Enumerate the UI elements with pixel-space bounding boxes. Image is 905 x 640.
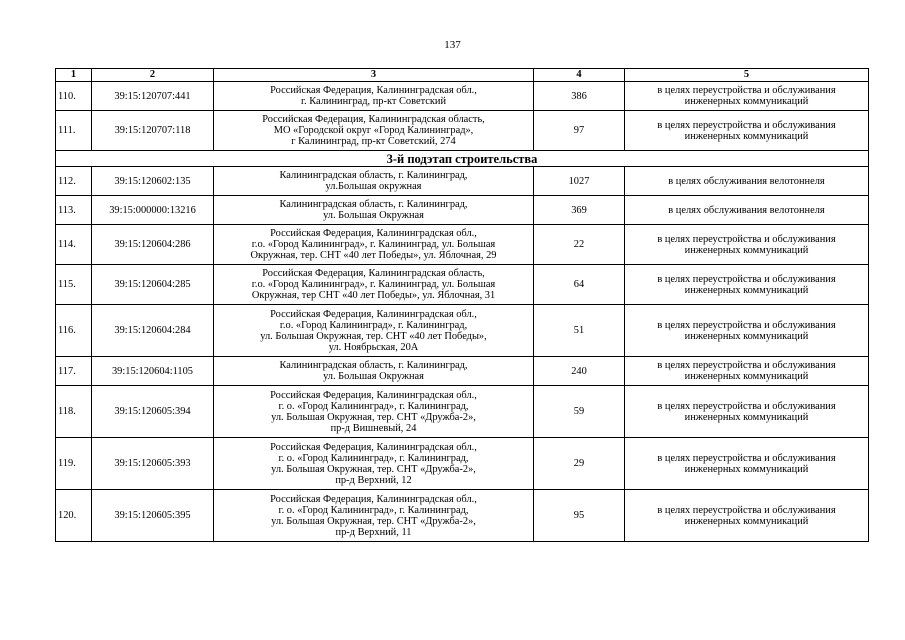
cadastral-number: 39:15:120605:395 <box>92 490 214 542</box>
address-line: г. о. «Город Калининград», г. Калининград, <box>278 400 469 412</box>
plot-address <box>214 82 534 111</box>
cadastral-number: 39:15:120605:393 <box>92 438 214 490</box>
address-line: ул. Большая Окружная <box>323 371 424 382</box>
header-col-5: 5 <box>625 69 869 82</box>
section-heading: 3-й подэтап строительства <box>56 151 869 167</box>
row-number: 111. <box>56 111 92 151</box>
purpose-line: в целях переустройства и обслуживания <box>657 319 836 331</box>
plot-purpose <box>625 265 869 305</box>
plot-purpose <box>625 357 869 386</box>
row-number: 110. <box>56 82 92 111</box>
address-line: ул. Большая Окружная, тер. СНТ «40 лет Победы», <box>260 330 487 342</box>
plot-address <box>214 167 534 196</box>
purpose-line: инженерных коммуникаций <box>684 371 809 382</box>
plot-area: 95 <box>534 490 625 542</box>
row-number: 117. <box>56 357 92 386</box>
purpose-line: инженерных коммуникаций <box>684 330 809 342</box>
address-line: г. Калининград, пр-кт Советский <box>300 96 447 107</box>
cadastral-number: 39:15:120604:285 <box>92 265 214 305</box>
plot-address <box>214 438 534 490</box>
purpose-line: инженерных коммуникаций <box>684 96 809 107</box>
plot-area: 64 <box>534 265 625 305</box>
address-line: Калининградская область, г. Калининград, <box>279 199 468 210</box>
plot-purpose <box>625 225 869 265</box>
address-line: Российская Федерация, Калининградская обл., <box>270 228 477 239</box>
plot-address <box>214 265 534 305</box>
purpose-line: в целях обслуживания велотоннеля <box>668 175 825 187</box>
plot-area: 386 <box>534 82 625 111</box>
purpose-line: инженерных коммуникаций <box>684 411 809 423</box>
plot-purpose <box>625 438 869 490</box>
row-number: 113. <box>56 196 92 225</box>
address-line: г. о. «Город Калининград», г. Калининград, <box>278 504 469 516</box>
address-line: Калининградская область, г. Калининград, <box>279 170 468 181</box>
plot-area: 1027 <box>534 167 625 196</box>
cadastral-number: 39:15:120602:135 <box>92 167 214 196</box>
purpose-line: в целях переустройства и обслуживания <box>657 504 836 516</box>
plot-address <box>214 225 534 265</box>
address-line: ул. Большая Окружная <box>323 210 424 221</box>
table-row <box>56 386 869 438</box>
purpose-line: в целях переустройства и обслуживания <box>657 119 836 131</box>
purpose-line: инженерных коммуникаций <box>684 463 809 475</box>
section-heading-row <box>56 151 869 167</box>
cadastral-number: 39:15:120707:441 <box>92 82 214 111</box>
address-line: Российская Федерация, Калининградская обл., <box>270 85 477 96</box>
address-line: г.о. «Город Калининград», г. Калининград, <box>279 319 468 331</box>
purpose-line: инженерных коммуникаций <box>684 244 809 256</box>
table-row <box>56 196 869 225</box>
cadastral-number: 39:15:120604:284 <box>92 305 214 357</box>
table-row <box>56 111 869 151</box>
address-line: МО «Городской округ «Город Калининград», <box>273 125 474 136</box>
address-line: ул. Большая Окружная, тер. СНТ «Дружба-2», <box>271 463 476 475</box>
address-line: Окружная, тер. СНТ «40 лет Победы», ул. Яблочная, 29 <box>250 250 497 261</box>
plot-purpose <box>625 82 869 111</box>
table-row <box>56 357 869 386</box>
plot-purpose <box>625 111 869 151</box>
cadastral-number: 39:15:120707:118 <box>92 111 214 151</box>
row-number: 118. <box>56 386 92 438</box>
table-row <box>56 438 869 490</box>
row-number: 115. <box>56 265 92 305</box>
address-line: ул. Большая Окружная, тер. СНТ «Дружба-2», <box>271 411 476 423</box>
purpose-line: инженерных коммуникаций <box>684 130 809 142</box>
table-row <box>56 305 869 357</box>
address-line: Российская Федерация, Калининградская обл., <box>270 389 477 401</box>
row-number: 119. <box>56 438 92 490</box>
purpose-line: инженерных коммуникаций <box>684 515 809 527</box>
address-line: г.о. «Город Калининград», г. Калининград, ул. Большая <box>251 239 496 250</box>
table-row <box>56 167 869 196</box>
plot-purpose <box>625 386 869 438</box>
plot-address <box>214 490 534 542</box>
header-col-2: 2 <box>92 69 214 82</box>
header-row <box>56 69 869 82</box>
cadastral-number: 39:15:120605:394 <box>92 386 214 438</box>
row-number: 114. <box>56 225 92 265</box>
plot-purpose <box>625 305 869 357</box>
row-number: 120. <box>56 490 92 542</box>
purpose-line: в целях переустройства и обслуживания <box>657 360 836 371</box>
plot-purpose <box>625 490 869 542</box>
plot-area: 369 <box>534 196 625 225</box>
plot-purpose <box>625 167 869 196</box>
plot-purpose <box>625 196 869 225</box>
plot-area: 51 <box>534 305 625 357</box>
address-line: ул. Ноябрьская, 20А <box>328 341 419 353</box>
address-line: Российская Федерация, Калининградская область, <box>262 114 485 125</box>
plot-address <box>214 357 534 386</box>
cadastral-number: 39:15:000000:13216 <box>92 196 214 225</box>
purpose-line: в целях обслуживания велотоннеля <box>668 204 825 216</box>
header-col-4: 4 <box>534 69 625 82</box>
address-line: Окружная, тер СНТ «40 лет Победы», ул. Яблочная, 31 <box>251 290 496 301</box>
plot-area: 59 <box>534 386 625 438</box>
header-col-3: 3 <box>214 69 534 82</box>
row-number: 116. <box>56 305 92 357</box>
table-row <box>56 490 869 542</box>
plot-address <box>214 196 534 225</box>
purpose-line: в целях переустройства и обслуживания <box>657 400 836 412</box>
purpose-line: в целях переустройства и обслуживания <box>657 85 836 96</box>
address-line: Российская Федерация, Калининградская область, <box>262 268 485 279</box>
address-line: Российская Федерация, Калининградская обл., <box>270 493 477 505</box>
cadastral-number: 39:15:120604:1105 <box>92 357 214 386</box>
page-number: 137 <box>444 39 461 51</box>
address-line: Российская Федерация, Калининградская обл., <box>270 441 477 453</box>
plot-address <box>214 111 534 151</box>
address-line: г. о. «Город Калининград», г. Калининград, <box>278 452 469 464</box>
plot-area: 29 <box>534 438 625 490</box>
address-line: г.о. «Город Калининград», г. Калининград, ул. Большая <box>251 279 496 290</box>
cadastral-number: 39:15:120604:286 <box>92 225 214 265</box>
address-line: г Калининград, пр-кт Советский, 274 <box>291 136 456 147</box>
header-col-1: 1 <box>56 69 92 82</box>
address-line: ул.Большая окружная <box>325 181 422 192</box>
land-plots-table <box>55 68 869 542</box>
address-line: пр-д Верхний, 11 <box>335 526 412 538</box>
purpose-line: инженерных коммуникаций <box>684 284 809 296</box>
table-body <box>56 82 869 542</box>
purpose-line: в целях переустройства и обслуживания <box>657 452 836 464</box>
row-number: 112. <box>56 167 92 196</box>
address-line: Калининградская область, г. Калининград, <box>279 360 468 371</box>
address-line: Российская Федерация, Калининградская обл., <box>270 308 477 320</box>
table-row <box>56 225 869 265</box>
address-line: ул. Большая Окружная, тер. СНТ «Дружба-2», <box>271 515 476 527</box>
address-line: пр-д Вишневый, 24 <box>330 422 417 434</box>
plot-area: 240 <box>534 357 625 386</box>
plot-area: 22 <box>534 225 625 265</box>
plot-area: 97 <box>534 111 625 151</box>
table-row <box>56 265 869 305</box>
plot-address <box>214 386 534 438</box>
table-row <box>56 82 869 111</box>
address-line: пр-д Верхний, 12 <box>335 474 412 486</box>
purpose-line: в целях переустройства и обслуживания <box>657 273 836 285</box>
table-header <box>56 69 869 82</box>
plot-address <box>214 305 534 357</box>
purpose-line: в целях переустройства и обслуживания <box>657 233 836 245</box>
